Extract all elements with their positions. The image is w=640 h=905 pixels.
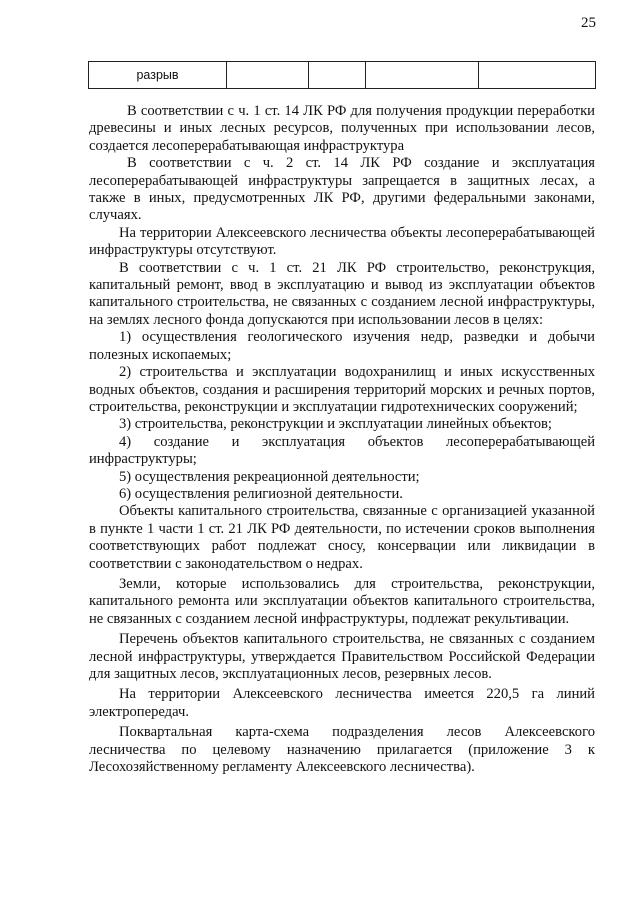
table-cell bbox=[227, 62, 309, 89]
paragraph: Перечень объектов капитального строительства, не связанных с созданием лесной инфраструктуры, утверждается Правительством Российской Федерации для защитных лесов, эксплуатационных лесов, резервных лесов. bbox=[89, 631, 595, 682]
list-item: 6) осуществления религиозной деятельности. bbox=[119, 485, 403, 502]
list-item: 5) осуществления рекреационной деятельности; bbox=[119, 468, 420, 485]
table-cell bbox=[309, 62, 366, 89]
paragraph: В соответствии с ч. 1 ст. 14 ЛК РФ для получения продукции переработки древесины и иных лесных ресурсов, полученных при использовании лесов, создается лесоперерабатывающая инфраструктура bbox=[89, 103, 595, 154]
document-body bbox=[89, 103, 595, 776]
table-cell bbox=[479, 62, 596, 89]
paragraph: Поквартальная карта-схема подразделения лесов Алексеевского лесничества по целевому назначению прилагается (приложение 3 к Лесохозяйственному регламенту Алексеевского лесничества). bbox=[89, 724, 595, 776]
page-number: 25 bbox=[581, 15, 596, 31]
table-cell bbox=[366, 62, 479, 89]
paragraph: На территории Алексеевского лесничества имеется 220,5 га линий электропередач. bbox=[89, 686, 595, 720]
list-item: 2) строительства и эксплуатации водохранилищ и иных искусственных водных объектов, создания и расширения территорий морских и речных портов, строительства, реконструкции и эксплуатации гидротехнических сооружений; bbox=[89, 364, 595, 415]
list-item: 4) создание и эксплуатация объектов лесоперерабатывающей инфраструктуры; bbox=[89, 433, 595, 468]
table-row bbox=[89, 62, 596, 89]
continuation-table bbox=[88, 61, 596, 89]
list-item: 3) строительства, реконструкции и эксплуатации линейных объектов; bbox=[119, 416, 552, 433]
list-item: 1) осуществления геологического изучения недр, разведки и добычи полезных ископаемых; bbox=[89, 329, 595, 363]
paragraph: Объекты капитального строительства, связанные с организацией указанной в пункте 1 части 1 ст. 21 ЛК РФ деятельности, по истечении сроков выполнения соответствующих работ подлежат сносу, консервации или ликвидации в соответствии с законодательством о недрах. bbox=[89, 503, 595, 572]
table-cell: разрыв bbox=[89, 62, 227, 89]
paragraph: Земли, которые использовались для строительства, реконструкции, капитального ремонта или эксплуатации объектов капитального строительства, не связанных с созданием лесной инфраструктуры, подлежат рекультивации. bbox=[89, 575, 595, 627]
paragraph: В соответствии с ч. 1 ст. 21 ЛК РФ строительство, реконструкция, капитальный ремонт, ввод в эксплуатацию и вывод из эксплуатации объектов капитального строительства, не связанных с созданием лесной инфраструктуры, на землях лесного фонда допускаются при использовании лесов в целях: bbox=[89, 259, 595, 328]
paragraph: На территории Алексеевского лесничества объекты лесоперерабатывающей инфраструктуры отсутствуют. bbox=[89, 224, 595, 259]
paragraph: В соответствии с ч. 2 ст. 14 ЛК РФ создание и эксплуатация лесоперерабатывающей инфраструктуры запрещается в защитных лесах, а также в иных, предусмотренных ЛК РФ, другими федеральными законами, случаях. bbox=[89, 155, 595, 224]
